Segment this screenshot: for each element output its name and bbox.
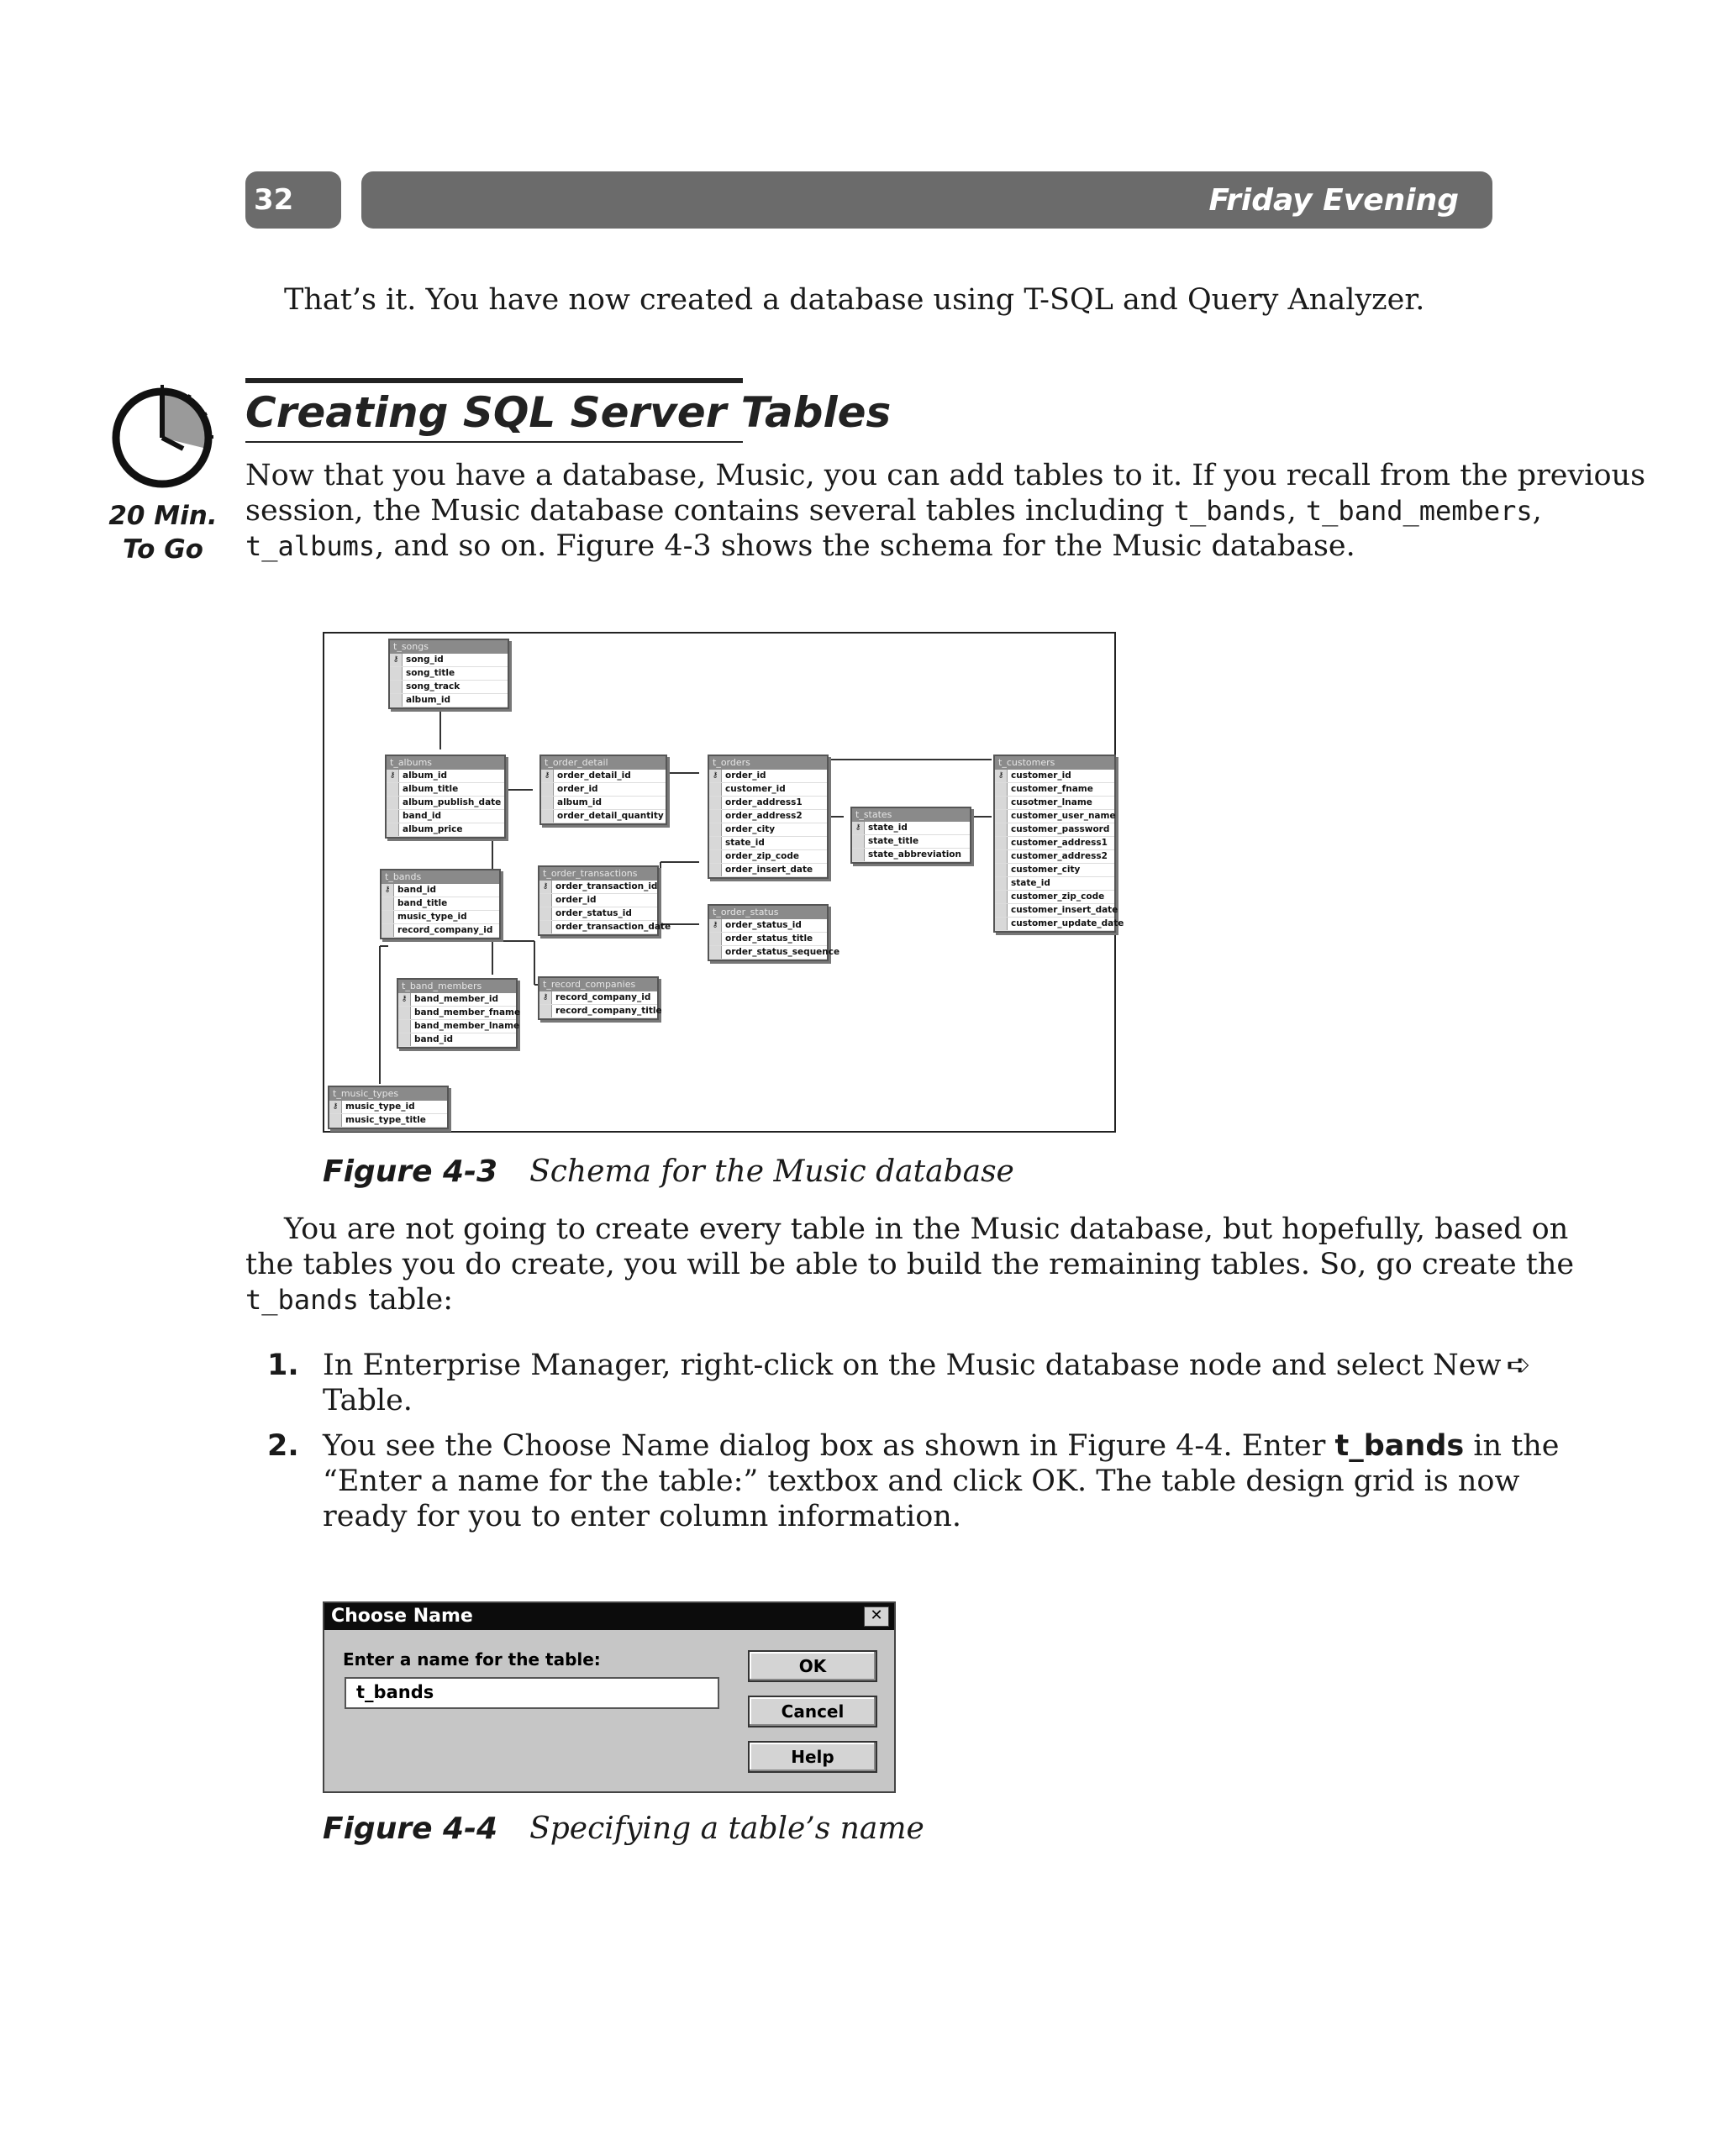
- schema-column: [709, 810, 827, 823]
- row-selector: [541, 810, 554, 823]
- schema-table: [538, 865, 671, 936]
- row-selector: [995, 823, 1008, 836]
- schema-column: [539, 907, 657, 921]
- schema-column-name: order_city: [725, 824, 776, 834]
- schema-column: [709, 797, 827, 810]
- schema-column: [852, 835, 970, 849]
- primary-key-icon: ⚷: [709, 919, 722, 932]
- schema-column: [995, 783, 1114, 797]
- schema-column: [382, 897, 499, 911]
- schema-column: [709, 850, 827, 864]
- schema-column: [709, 933, 827, 946]
- schema-column: [541, 810, 666, 823]
- schema-table-name: t_order_detail: [541, 756, 666, 770]
- schema-column-name: album_id: [403, 770, 447, 781]
- step-1: [267, 1348, 1531, 1418]
- schema-column: [382, 884, 499, 897]
- schema-table-name: t_order_status: [709, 906, 827, 919]
- section-underline: [245, 441, 743, 443]
- table-name-input[interactable]: t_bands: [345, 1677, 719, 1709]
- row-selector: [995, 864, 1008, 876]
- row-selector: [852, 849, 865, 861]
- choose-name-dialog: [323, 1601, 896, 1793]
- schema-table: [388, 639, 509, 709]
- primary-key-icon: ⚷: [398, 993, 411, 1006]
- figure-4-4-caption: [323, 1812, 924, 1846]
- schema-column-name: order_status_title: [725, 933, 813, 944]
- schema-column-name: record_company_id: [555, 992, 651, 1002]
- schema-column: [852, 822, 970, 835]
- primary-key-icon: ⚷: [387, 770, 399, 782]
- figure-4-4-label: Figure 4-4: [323, 1812, 498, 1846]
- schema-column-name: band_id: [403, 811, 441, 821]
- figure-4-3-label: Figure 4-3: [323, 1154, 498, 1189]
- schema-column-name: order_status_sequence: [725, 947, 840, 957]
- page-number: [245, 171, 341, 229]
- para-line2-sep: ,: [1287, 494, 1306, 528]
- schema-column: [995, 904, 1118, 918]
- schema-column-name: album_id: [557, 797, 602, 807]
- row-selector: [709, 850, 722, 863]
- schema-column: [995, 850, 1114, 864]
- row-selector: [709, 933, 722, 945]
- step-2-bold: t_bands: [1334, 1429, 1465, 1463]
- row-selector: [995, 877, 1008, 890]
- code-t-band-members: t_band_members: [1305, 495, 1533, 527]
- row-selector: [539, 894, 552, 907]
- row-selector: [995, 810, 1008, 823]
- schema-table: [708, 904, 840, 961]
- running-title: Friday Evening: [1208, 182, 1459, 218]
- schema-table-name: t_band_members: [398, 980, 516, 993]
- figure-4-3-text: Schema for the Music database: [529, 1154, 1014, 1189]
- figure-4-3-caption: [323, 1154, 1014, 1189]
- schema-column: [329, 1101, 447, 1114]
- schema-column-name: customer_city: [1011, 865, 1081, 875]
- schema-column-name: customer_id: [1011, 770, 1071, 781]
- schema-column-name: customer_update_date: [1011, 918, 1124, 928]
- primary-key-icon: ⚷: [995, 770, 1008, 782]
- code-t-bands: t_bands: [1173, 495, 1287, 527]
- schema-column-name: order_zip_code: [725, 851, 800, 861]
- schema-column-name: order_status_id: [725, 920, 802, 930]
- schema-column-name: customer_fname: [1011, 784, 1093, 794]
- row-selector: [709, 823, 722, 836]
- schema-column-name: order_id: [555, 895, 597, 905]
- primary-key-icon: ⚷: [852, 822, 865, 834]
- help-button[interactable]: Help: [748, 1741, 877, 1773]
- row-selector: [387, 823, 399, 836]
- row-selector: [390, 667, 403, 680]
- schema-table: [539, 755, 667, 825]
- row-selector: [387, 783, 399, 796]
- schema-column: [539, 921, 671, 934]
- primary-key-icon: ⚷: [329, 1101, 342, 1113]
- schema-table-name: t_customers: [995, 756, 1114, 770]
- schema-column-name: record_company_id: [397, 925, 493, 935]
- row-selector: [382, 924, 394, 937]
- schema-table: [538, 976, 662, 1020]
- para-line1: Now that you have a database, Music, you can add tables to it. If you recall from the previous: [245, 459, 1646, 492]
- row-selector: [390, 681, 403, 693]
- timer-icon: [108, 383, 217, 496]
- schema-column: [709, 770, 827, 783]
- step-2-line2: “Enter a name for the table:” textbox and click OK. The table design grid is now: [323, 1465, 1520, 1498]
- schema-table-name: t_bands: [382, 870, 499, 884]
- schema-column: [390, 681, 508, 694]
- step-2-text-b: in the: [1464, 1429, 1560, 1463]
- code-t-bands-2: t_bands: [245, 1284, 359, 1316]
- schema-column-name: song_title: [406, 668, 455, 678]
- schema-column: [539, 1005, 662, 1018]
- schema-column: [387, 810, 504, 823]
- schema-column: [709, 946, 840, 960]
- schema-column-name: order_insert_date: [725, 865, 813, 875]
- figure-4-4-text: Specifying a table’s name: [529, 1812, 924, 1846]
- schema-column-name: song_id: [406, 655, 444, 665]
- schema-column-name: order_detail_quantity: [557, 811, 664, 821]
- page-number-text: 32: [254, 183, 294, 217]
- schema-table: [380, 869, 501, 939]
- row-selector: [541, 783, 554, 796]
- row-selector: [398, 1033, 411, 1046]
- schema-column-name: customer_insert_date: [1011, 905, 1118, 915]
- close-icon[interactable]: ✕: [864, 1606, 889, 1627]
- schema-column: [387, 797, 504, 810]
- schema-table-name: t_music_types: [329, 1087, 447, 1101]
- section-title: Creating SQL Server Tables: [245, 388, 892, 437]
- step-1-line2: Table.: [323, 1384, 413, 1417]
- schema-diagram: [323, 632, 1124, 1133]
- row-selector: [709, 864, 722, 876]
- schema-column: [382, 911, 499, 924]
- schema-column-name: order_address2: [725, 811, 803, 821]
- intro-paragraph: That’s it. You have now created a database using T-SQL and Query Analyzer.: [284, 283, 1425, 317]
- schema-column-name: state_id: [725, 838, 765, 848]
- schema-column-name: album_price: [403, 824, 463, 834]
- step-2: [267, 1428, 1560, 1534]
- schema-table-name: t_albums: [387, 756, 504, 770]
- schema-column-name: order_transaction_date: [555, 922, 671, 932]
- schema-column: [995, 797, 1114, 810]
- schema-column: [390, 694, 508, 707]
- schema-column: [539, 894, 657, 907]
- schema-column: [995, 810, 1114, 823]
- row-selector: [995, 783, 1008, 796]
- schema-column: [398, 993, 516, 1007]
- schema-column: [995, 770, 1114, 783]
- schema-column-name: band_member_id: [414, 994, 499, 1004]
- step-2-number: 2.: [267, 1429, 299, 1463]
- row-selector: [995, 797, 1008, 809]
- row-selector: [329, 1114, 342, 1127]
- schema-column: [539, 991, 657, 1005]
- schema-column: [390, 654, 508, 667]
- schema-column-name: customer_user_name: [1011, 811, 1116, 821]
- schema-column-name: record_company_title: [555, 1006, 662, 1016]
- schema-column: [709, 823, 827, 837]
- schema-column-name: order_id: [557, 784, 598, 794]
- step-1-line1: [323, 1348, 1531, 1383]
- step-1-number: 1.: [267, 1349, 299, 1382]
- row-selector: [539, 907, 552, 920]
- schema-table-name: t_order_transactions: [539, 867, 657, 881]
- schema-column: [852, 849, 970, 862]
- schema-column-name: music_type_id: [345, 1102, 415, 1112]
- row-selector: [709, 946, 722, 959]
- dialog-title-bar: [324, 1603, 894, 1630]
- section-rule: [245, 378, 743, 383]
- schema-table: [385, 755, 506, 839]
- section-paragraph: [245, 458, 1645, 564]
- para2-line1: You are not going to create every table in the Music database, but hopefully, based on: [284, 1212, 1569, 1246]
- row-selector: [709, 797, 722, 809]
- para-line2: [245, 493, 1645, 528]
- menu-arrow-icon: ➪: [1506, 1349, 1531, 1382]
- schema-column-name: customer_address1: [1011, 838, 1108, 848]
- schema-column: [995, 891, 1114, 904]
- table-name-label: Enter a name for the table:: [343, 1649, 601, 1670]
- schema-column-name: customer_zip_code: [1011, 891, 1105, 902]
- row-selector: [387, 797, 399, 809]
- schema-column-name: customer_id: [725, 784, 786, 794]
- row-selector: [995, 918, 1008, 930]
- schema-column-name: album_title: [403, 784, 459, 794]
- schema-column-name: music_type_id: [397, 912, 467, 922]
- schema-table: [850, 807, 971, 864]
- schema-column: [387, 783, 504, 797]
- schema-table-name: t_orders: [709, 756, 827, 770]
- step-1-text: In Enterprise Manager, right-click on the Music database node and select New: [323, 1349, 1502, 1382]
- schema-column-name: order_address1: [725, 797, 803, 807]
- row-selector: [390, 694, 403, 707]
- schema-column-name: band_id: [414, 1034, 453, 1044]
- schema-column-name: state_title: [868, 836, 919, 846]
- schema-table: [397, 978, 521, 1049]
- schema-column: [995, 823, 1114, 837]
- row-selector: [382, 911, 394, 923]
- schema-column-name: order_transaction_id: [555, 881, 658, 891]
- schema-table-name: t_songs: [390, 640, 508, 654]
- schema-column: [398, 1033, 516, 1047]
- timer-line2: To Go: [123, 534, 203, 565]
- para-line2-text: session, the Music database contains several tables including: [245, 494, 1174, 528]
- schema-column-name: band_member_fname: [414, 1007, 521, 1018]
- schema-table-name: t_record_companies: [539, 978, 657, 991]
- row-selector: [541, 797, 554, 809]
- schema-column-name: state_abbreviation: [868, 849, 961, 860]
- schema-column: [709, 919, 827, 933]
- timer-line1: 20 Min.: [108, 501, 218, 531]
- schema-column: [541, 770, 666, 783]
- primary-key-icon: ⚷: [709, 770, 722, 782]
- step-2-line3: ready for you to enter column information.: [323, 1500, 961, 1533]
- schema-column-name: cusotmer_lname: [1011, 797, 1092, 807]
- schema-column-name: order_status_id: [555, 908, 632, 918]
- para2-line3-text: table:: [358, 1283, 454, 1317]
- row-selector: [398, 1020, 411, 1033]
- schema-column-name: order_detail_id: [557, 770, 631, 781]
- schema-column: [709, 864, 827, 877]
- schema-column: [539, 881, 657, 894]
- schema-column: [995, 877, 1114, 891]
- code-t-albums: t_albums: [245, 530, 376, 562]
- schema-column-name: state_id: [1011, 878, 1050, 888]
- primary-key-icon: ⚷: [382, 884, 394, 897]
- timer-label: [104, 499, 222, 566]
- schema-column-name: music_type_title: [345, 1115, 426, 1125]
- schema-column: [329, 1114, 447, 1128]
- step-2-text-a: You see the Choose Name dialog box as shown in Figure 4-4. Enter: [323, 1429, 1335, 1463]
- schema-table: [328, 1086, 449, 1129]
- schema-column-name: state_id: [868, 823, 908, 833]
- schema-column: [541, 797, 666, 810]
- row-selector: [387, 810, 399, 823]
- schema-table: [708, 755, 829, 879]
- schema-column: [398, 1007, 521, 1020]
- row-selector: [539, 1005, 552, 1018]
- para2-line3: [245, 1282, 1574, 1317]
- schema-column: [709, 837, 827, 850]
- row-selector: [709, 783, 722, 796]
- schema-table: [993, 755, 1124, 933]
- schema-column: [709, 783, 827, 797]
- schema-column-name: band_member_lname: [414, 1021, 520, 1031]
- row-selector: [709, 810, 722, 823]
- dialog-title: Choose Name: [331, 1606, 473, 1627]
- schema-column: [541, 783, 666, 797]
- schema-column: [995, 918, 1124, 931]
- schema-column-name: customer_address2: [1011, 851, 1108, 861]
- row-selector: [382, 897, 394, 910]
- row-selector: [995, 837, 1008, 849]
- primary-key-icon: ⚷: [390, 654, 403, 666]
- row-selector: [398, 1007, 411, 1019]
- schema-column: [387, 770, 504, 783]
- schema-column-name: album_id: [406, 695, 450, 705]
- schema-column: [995, 864, 1114, 877]
- para-line3: [245, 528, 1645, 564]
- primary-key-icon: ⚷: [539, 991, 552, 1004]
- cancel-button[interactable]: Cancel: [748, 1696, 877, 1727]
- row-selector: [852, 835, 865, 848]
- schema-column-name: band_id: [397, 885, 436, 895]
- schema-column-name: album_publish_date: [403, 797, 502, 807]
- row-selector: [995, 904, 1008, 917]
- row-selector: [995, 850, 1008, 863]
- para-line3-text: , and so on. Figure 4-3 shows the schema for the Music database.: [375, 529, 1355, 563]
- primary-key-icon: ⚷: [539, 881, 552, 893]
- para-line2-end: ,: [1532, 494, 1542, 528]
- schema-column: [387, 823, 504, 837]
- para2-line2: the tables you do create, you will be able to build the remaining tables. So, go create the: [245, 1248, 1575, 1281]
- row-selector: [709, 837, 722, 849]
- schema-column-name: song_track: [406, 681, 461, 691]
- row-selector: [539, 921, 552, 933]
- paragraph-2: [245, 1212, 1574, 1317]
- primary-key-icon: ⚷: [541, 770, 554, 782]
- step-2-line1: [323, 1428, 1560, 1464]
- schema-column: [995, 837, 1114, 850]
- schema-column-name: customer_password: [1011, 824, 1110, 834]
- schema-column-name: band_title: [397, 898, 448, 908]
- running-header: [361, 171, 1492, 229]
- schema-column: [398, 1020, 520, 1033]
- schema-column: [390, 667, 508, 681]
- schema-column-name: order_id: [725, 770, 766, 781]
- schema-table-name: t_states: [852, 808, 970, 822]
- ok-button[interactable]: OK: [748, 1650, 877, 1682]
- row-selector: [995, 891, 1008, 903]
- schema-column: [382, 924, 499, 938]
